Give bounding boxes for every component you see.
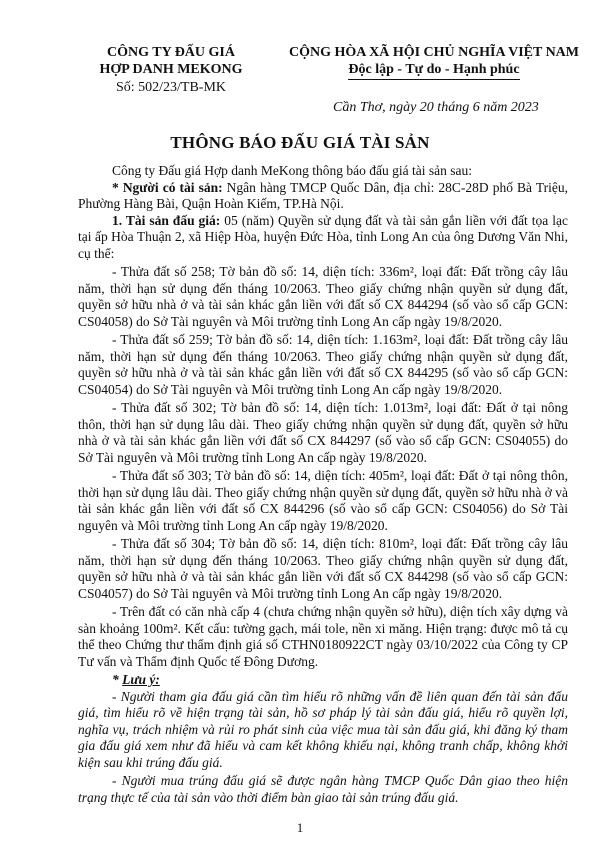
notes-heading: * Lưu ý: <box>112 672 160 687</box>
issue-date: Cần Thơ, ngày 20 tháng 6 năm 2023 <box>333 100 539 115</box>
national-header <box>284 44 584 80</box>
intro-paragraph: Công ty Đấu giá Hợp danh MeKong thông báo đấu giá tài sản sau: <box>112 163 472 178</box>
note-paragraph: - Người mua trúng đấu giá sẽ được ngân hàng TMCP Quốc Dân giao theo hiện trạng thực tế của tài sản vào thời điểm bàn giao tài sản trúng đấu giá. <box>78 773 568 805</box>
note-paragraph: - Người tham gia đấu giá cần tìm hiểu rõ những vấn đề liên quan đến tài sản đấu giá, tìm hiểu rõ về hiện trạng tài sản, hồ sơ pháp lý tài sản đấu giá, hiểu rõ quyền lợi, nghĩa vụ, trách nhiệm và rủi ro phát sinh của việc mua tài sản đấu giá, khi đăng ký tham gia đấu giá xem như đã hiểu và cam kết không khiếu nại, không tranh chấp, không khởi kiện sau khi trúng đấu giá. <box>78 688 568 770</box>
asset-label: 1. Tài sản đấu giá: <box>112 212 221 228</box>
owner-paragraph <box>78 180 568 213</box>
national-motto: Độc lập - Tự do - Hạnh phúc <box>348 61 519 80</box>
parcel-paragraph: - Thửa đất số 303; Tờ bản đồ số: 14, diện tích: 405m², loại đất: Đất ở tại nông thôn, thời hạn sử dụng lâu dài. Theo giấy chứng nhận quyền sử dụng đất, quyền sở hữu nhà ở và tài sản khác gắn liền với đất số CX 844296 (số vào sổ cấp GCN: CS04056) do Sở Tài nguyên và Môi trường tỉnh Long An cấp ngày 19/8/2020. <box>78 468 568 533</box>
document-number: Số: 502/23/TB-MK <box>115 80 227 95</box>
notes-label: Lưu ý: <box>122 672 160 687</box>
asset-paragraph <box>78 213 568 263</box>
document-title: THÔNG BÁO ĐẤU GIÁ TÀI SẢN <box>170 133 430 152</box>
parcel-paragraph: - Thửa đất số 302; Tờ bản đồ số: 14, diện tích: 1.013m², loại đất: Đất ở tại nông thôn, thời hạn sử dụng lâu dài. Theo giấy chứng nhận quyền sử dụng đất, quyền sở hữu nhà ở và tài sản khác gắn liền với đất số CX 844297 (số vào sổ cấp GCN: CS04055) do Sở Tài nguyên và Môi trường tỉnh Long An cấp ngày 19/8/2020. <box>78 400 568 465</box>
parcel-paragraph: - Thửa đất số 259; Tờ bản đồ số: 14, diện tích: 1.163m², loại đất: Đất trồng cây lâu năm, thời hạn sử dụng đến tháng 10/2063. Theo giấy chứng nhận quyền sử dụng đất, quyền sở hữu nhà ở và tài sản khác gắn liền với đất số CX 844295 (số vào sổ cấp GCN: CS04054) do Sở Tài nguyên và Môi trường tỉnh Long An cấp ngày 19/8/2020. <box>78 332 568 397</box>
national-title: CỘNG HÒA XÃ HỘI CHỦ NGHĨA VIỆT NAM <box>288 45 579 60</box>
owner-text: Ngân hàng TMCP Quốc Dân, địa chỉ: 28C-28D phố Bà Triệu, Phường Hàng Bài, Quận Hoàn Kiếm, TP.Hà Nội. <box>78 179 568 211</box>
document-body <box>78 163 568 806</box>
issuer-block <box>96 44 246 96</box>
house-paragraph: - Trên đất có căn nhà cấp 4 (chưa chứng nhận quyền sở hữu), diện tích xây dựng và sàn khoảng 100m². Kết cấu: tường gạch, mái tole, nền xi măng. Hiện trạng: được mô tả cụ thể theo Chứng thư thẩm định giá số CTHN0180922CT ngày 03/10/2022 của Công ty CP Tư vấn và Thẩm định Quốc tế Đông Dương. <box>78 604 568 669</box>
parcel-paragraph: - Thửa đất số 258; Tờ bản đồ số: 14, diện tích: 336m², loại đất: Đất trồng cây lâu năm, thời hạn sử dụng đến tháng 10/2063. Theo giấy chứng nhận quyền sử dụng đất, quyền sở hữu nhà ở và tài sản khác gắn liền với đất số CX 844294 (số vào sổ cấp GCN: CS04058) do Sở Tài nguyên và Môi trường tỉnh Long An cấp ngày 19/8/2020. <box>78 264 568 329</box>
asset-text: 05 (năm) Quyền sử dụng đất và tài sản gắn liền với đất tọa lạc tại ấp Hòa Thuận 2, xã Hiệp Hòa, huyện Đức Hòa, tỉnh Long An của ông Dương Văn Nhi, cụ thể: <box>78 212 568 261</box>
issuer-name-line1: CÔNG TY ĐẤU GIÁ <box>107 45 235 60</box>
parcel-paragraph: - Thửa đất số 304; Tờ bản đồ số: 14, diện tích: 810m², loại đất: Đất trồng cây lâu năm, thời hạn sử dụng đến tháng 10/2063. Theo giấy chứng nhận quyền sử dụng đất, quyền sở hữu nhà ở và tài sản khác gắn liền với đất số CX 844298 (số vào sổ cấp GCN: CS04057) do Sở Tài nguyên và Môi trường tỉnh Long An cấp ngày 19/8/2020. <box>78 536 568 601</box>
owner-label: * Người có tài sản: <box>112 179 223 195</box>
issuer-name-line2: HỢP DANH MEKONG <box>99 62 243 77</box>
page-number: 1 <box>296 820 304 835</box>
